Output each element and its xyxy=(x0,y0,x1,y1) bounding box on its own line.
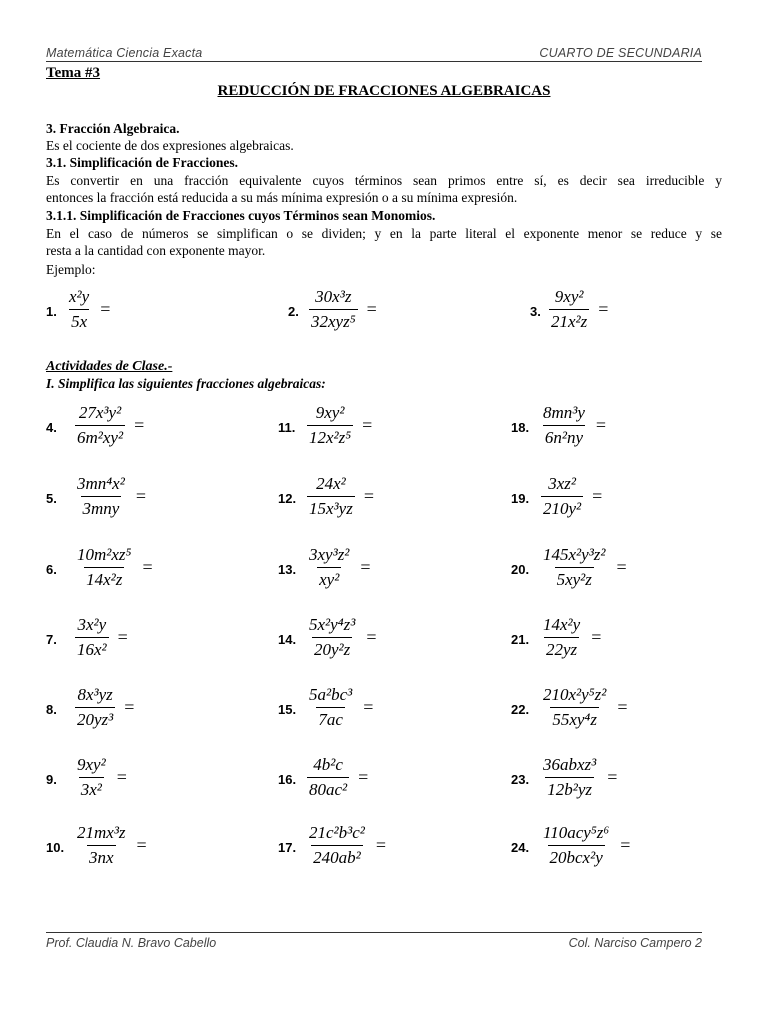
example-fraction xyxy=(64,287,110,332)
definition-3: Es el cociente de dos expresiones algebraicas. xyxy=(46,138,294,153)
denominator: 21x²z xyxy=(549,309,589,332)
exercise-number: 16. xyxy=(278,772,297,787)
numerator: 36abxz³ xyxy=(543,755,597,774)
equals-sign: = xyxy=(607,767,618,787)
exercise-number: 6. xyxy=(46,562,57,577)
exercise-fraction xyxy=(72,615,128,660)
denominator: 20y²z xyxy=(312,637,352,660)
equals-sign: = xyxy=(617,697,628,717)
equals-sign: = xyxy=(592,486,603,506)
equals-sign: = xyxy=(117,627,128,647)
exercise-number: 5. xyxy=(46,491,57,506)
equals-sign: = xyxy=(366,627,377,647)
exercise-number: 15. xyxy=(278,702,297,717)
exercise-fraction xyxy=(304,474,374,519)
denominator: 3x² xyxy=(79,777,104,800)
definition-3-1-line2: entonces la fracción está reducida a su más mínima expresión o a su mínima expresión. xyxy=(46,190,518,205)
tema-label: Tema #3 xyxy=(46,65,101,81)
exercise-fraction xyxy=(304,823,386,868)
numerator: 5a²bc³ xyxy=(309,685,353,704)
numerator: 9xy² xyxy=(554,287,584,306)
exercise-number: 9. xyxy=(46,772,57,787)
denominator: 240ab² xyxy=(311,845,363,868)
numerator: 8mn³y xyxy=(543,403,585,422)
denominator: 20bcx²y xyxy=(548,845,605,868)
equals-sign: = xyxy=(620,835,631,855)
denominator: 15x³yz xyxy=(307,496,355,519)
page-title: REDUCCIÓN DE FRACCIONES ALGEBRAICAS xyxy=(217,83,551,99)
exercise-fraction xyxy=(538,685,627,730)
equals-sign: = xyxy=(116,767,127,787)
equals-sign: = xyxy=(363,697,374,717)
denominator: 3nx xyxy=(87,845,116,868)
exercise-fraction xyxy=(72,403,144,448)
equals-sign: = xyxy=(124,697,135,717)
example-number: 3. xyxy=(530,304,541,319)
footer-rule xyxy=(46,932,702,933)
example-number: 1. xyxy=(46,304,57,319)
heading-3-1-1: 3.1.1. Simplificación de Fracciones cuyos Términos sean Monomios. xyxy=(46,208,436,223)
definition-3-1-1-line2: resta a la cantidad con exponente mayor. xyxy=(46,243,266,258)
header-grade: CUARTO DE SECUNDARIA xyxy=(539,46,702,60)
equals-sign: = xyxy=(616,557,627,577)
exercise-number: 7. xyxy=(46,632,57,647)
numerator: 4b²c xyxy=(313,755,343,774)
equals-sign: = xyxy=(598,299,609,319)
equals-sign: = xyxy=(362,415,373,435)
footer-school: Col. Narciso Campero 2 xyxy=(568,936,702,950)
equals-sign: = xyxy=(136,835,147,855)
exercise-fraction xyxy=(304,615,376,660)
exercise-number: 12. xyxy=(278,491,297,506)
exercise-number: 20. xyxy=(511,562,530,577)
numerator: 3mn⁴x² xyxy=(77,474,125,493)
numerator: 3xy³z² xyxy=(309,545,350,564)
numerator: 24x² xyxy=(316,474,346,493)
numerator: 30x³z xyxy=(315,287,352,306)
exercise-fraction xyxy=(304,755,368,800)
exercise-number: 10. xyxy=(46,840,65,855)
equals-sign: = xyxy=(363,486,374,506)
numerator: 9xy² xyxy=(315,403,345,422)
denominator: 3mny xyxy=(81,496,122,519)
exercise-fraction xyxy=(538,545,627,590)
denominator: 5xy²z xyxy=(555,567,594,590)
heading-3: 3. Fracción Algebraica. xyxy=(46,121,180,136)
numerator: 14x²y xyxy=(543,615,581,634)
definition-3-1-1-line1: En el caso de números se simplifican o se dividen; y en la parte literal el exponente menor se reduce y se xyxy=(46,226,722,241)
exercise-number: 23. xyxy=(511,772,530,787)
exercise-fraction xyxy=(72,545,153,590)
equals-sign: = xyxy=(595,415,607,435)
equals-sign: = xyxy=(100,299,111,319)
denominator: xy² xyxy=(317,567,341,590)
denominator: 14x²z xyxy=(84,567,124,590)
exercise-number: 21. xyxy=(511,632,530,647)
equals-sign: = xyxy=(360,557,371,577)
definition-3-1-line1: Es convertir en una fracción equivalente cuyos términos sean primos entre sí, es decir sea irreducible y xyxy=(46,173,722,188)
numerator: 145x²y³z² xyxy=(543,545,606,564)
denominator: 20yz³ xyxy=(75,707,115,730)
exercise-number: 22. xyxy=(511,702,530,717)
exercise-fraction xyxy=(538,755,617,800)
numerator: x²y xyxy=(69,287,90,306)
denominator: 5x xyxy=(69,309,89,332)
exercise-number: 8. xyxy=(46,702,57,717)
exercise-fraction xyxy=(538,823,630,868)
example-fraction xyxy=(306,287,377,332)
denominator: 210y² xyxy=(541,496,583,519)
numerator: 27x³y² xyxy=(78,403,122,422)
exercise-number: 24. xyxy=(511,840,530,855)
numerator: 3x²y xyxy=(77,615,107,634)
footer-teacher: Prof. Claudia N. Bravo Cabello xyxy=(46,936,217,950)
exercise-fraction xyxy=(72,823,147,868)
exercise-fraction xyxy=(538,615,601,660)
exercise-number: 19. xyxy=(511,491,530,506)
header-rule xyxy=(46,61,702,62)
equals-sign: = xyxy=(134,415,145,435)
example-number: 2. xyxy=(288,304,299,319)
numerator: 21c²b³c² xyxy=(309,823,365,842)
numerator: 9xy² xyxy=(77,755,106,774)
numerator: 110acy⁵z⁶ xyxy=(543,823,610,842)
exercise-fraction xyxy=(304,403,372,448)
exercise-fraction xyxy=(304,685,373,730)
equals-sign: = xyxy=(135,486,146,506)
numerator: 3xz² xyxy=(548,474,576,493)
exercise-fraction xyxy=(538,474,602,519)
exercise-fraction xyxy=(72,755,127,800)
exercise-fraction xyxy=(304,545,371,590)
numerator: 8x³yz xyxy=(77,685,113,704)
denominator: 16x² xyxy=(75,637,109,660)
example-label: Ejemplo: xyxy=(46,262,96,277)
exercise-number: 13. xyxy=(278,562,297,577)
denominator: 6n²ny xyxy=(543,425,585,448)
equals-sign: = xyxy=(366,299,377,319)
equals-sign: = xyxy=(358,767,369,787)
activities-title: Actividades de Clase.- xyxy=(46,359,173,374)
numerator: 21mx³z xyxy=(77,823,126,842)
denominator: 12x²z⁵ xyxy=(307,425,353,448)
equals-sign: = xyxy=(142,557,153,577)
denominator: 22yz xyxy=(544,637,579,660)
header-subject: Matemática Ciencia Exacta xyxy=(46,46,203,60)
numerator: 5x²y⁴z³ xyxy=(309,615,356,634)
activities-instruction: I. Simplifica las siguientes fracciones algebraicas: xyxy=(46,376,326,391)
exercise-number: 14. xyxy=(278,632,297,647)
exercise-fraction xyxy=(72,685,134,730)
exercise-number: 17. xyxy=(278,840,297,855)
equals-sign: = xyxy=(591,627,602,647)
exercise-number: 4. xyxy=(46,420,57,435)
equals-sign: = xyxy=(375,835,387,855)
denominator: 55xy⁴z xyxy=(550,707,599,730)
exercise-number: 18. xyxy=(511,420,530,435)
numerator: 210x²y⁵z² xyxy=(543,685,607,704)
exercise-fraction xyxy=(538,403,606,448)
denominator: 80ac² xyxy=(307,777,349,800)
denominator: 12b²yz xyxy=(545,777,594,800)
exercise-fraction xyxy=(72,474,146,519)
denominator: 7ac xyxy=(316,707,345,730)
heading-3-1: 3.1. Simplificación de Fracciones. xyxy=(46,155,238,170)
denominator: 32xyz⁵ xyxy=(309,309,358,332)
denominator: 6m²xy² xyxy=(75,425,125,448)
exercise-number: 11. xyxy=(278,420,296,435)
numerator: 10m²xz⁵ xyxy=(77,545,132,564)
example-fraction xyxy=(546,287,608,332)
